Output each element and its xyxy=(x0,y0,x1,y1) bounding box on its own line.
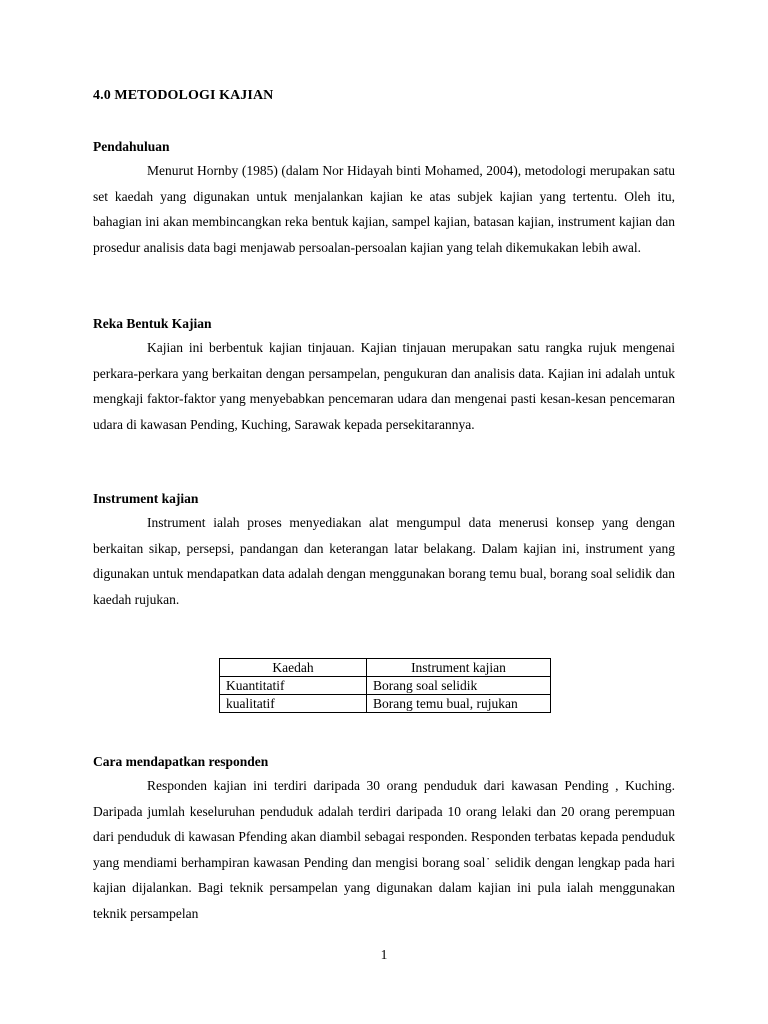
section-responden xyxy=(93,752,675,927)
table-header-cell: Kaedah xyxy=(220,659,367,677)
table-cell: Borang soal selidik xyxy=(367,677,551,695)
document-title-block xyxy=(93,86,675,106)
section-reka-bentuk xyxy=(93,314,675,437)
table-row xyxy=(220,677,551,695)
kaedah-table xyxy=(219,658,551,713)
section-heading: Reka Bentuk Kajian xyxy=(93,316,212,331)
page-number: 1 xyxy=(380,947,388,962)
section-body: Menurut Hornby (1985) (dalam Nor Hidayah binti Mohamed, 2004), metodologi merupakan satu set kaedah yang digunakan untuk menjalankan kajian ke atas subjek kajian yang tertentu. Oleh itu, bahagian ini akan membincangkan reka bentuk kajian, sampel kajian, batasan kajian, instrument kajian dan prosedur analisis data bagi menjawab persoalan-persoalan kajian yang telah dikemukakan lebih awal. xyxy=(93,163,675,255)
section-body: Responden kajian ini terdiri daripada 30 orang penduduk dari kawasan Pending , Kuching. Daripada jumlah keseluruhan penduduk adalah terdiri daripada 10 orang lelaki dan 20 orang perempuan dari penduduk di kawasan Pfending akan diambil sebagai responden. Responden terbatas kepada penduduk yang mendiami berhampiran kawasan Pending dan mengisi borang soal˙ selidik dengan lengkap pada hari kajian dijalankan. Bagi teknik persampelan yang digunakan dalam kajian ini pula ialah menggunakan teknik persampelan xyxy=(93,778,675,921)
section-body: Kajian ini berbentuk kajian tinjauan. Kajian tinjauan merupakan satu rangka rujuk mengenai perkara-perkara yang berkaitan dengan persampelan, pengukuran dan analisis data. Kajian ini adalah untuk mengkaji faktor-faktor yang menyebabkan pencemaran udara dan mengenai pasti kesan-kesan pencemaran udara di kawasan Pending, Kuching, Sarawak kepada persekitarannya. xyxy=(93,340,675,432)
section-instrument xyxy=(93,489,675,612)
table-row xyxy=(220,695,551,713)
section-pendahuluan xyxy=(93,137,675,260)
section-heading: Pendahuluan xyxy=(93,139,170,154)
table-cell: kualitatif xyxy=(220,695,367,713)
document-title: 4.0 METODOLOGI KAJIAN xyxy=(93,88,274,103)
section-heading: Cara mendapatkan responden xyxy=(93,754,269,769)
table-cell: Borang temu bual, rujukan xyxy=(367,695,551,713)
section-heading: Instrument kajian xyxy=(93,491,199,506)
table-header-row xyxy=(220,659,551,677)
section-body: Instrument ialah proses menyediakan alat mengumpul data menerusi konsep yang dengan berkaitan sikap, persepsi, pandangan dan keterangan latar belakang. Dalam kajian ini, instrument yang digunakan untuk mendapatkan data adalah dengan menggunakan borang temu bual, borang soal selidik dan kaedah rujukan. xyxy=(93,515,675,607)
table-cell: Kuantitatif xyxy=(220,677,367,695)
table-header-cell: Instrument kajian xyxy=(367,659,551,677)
